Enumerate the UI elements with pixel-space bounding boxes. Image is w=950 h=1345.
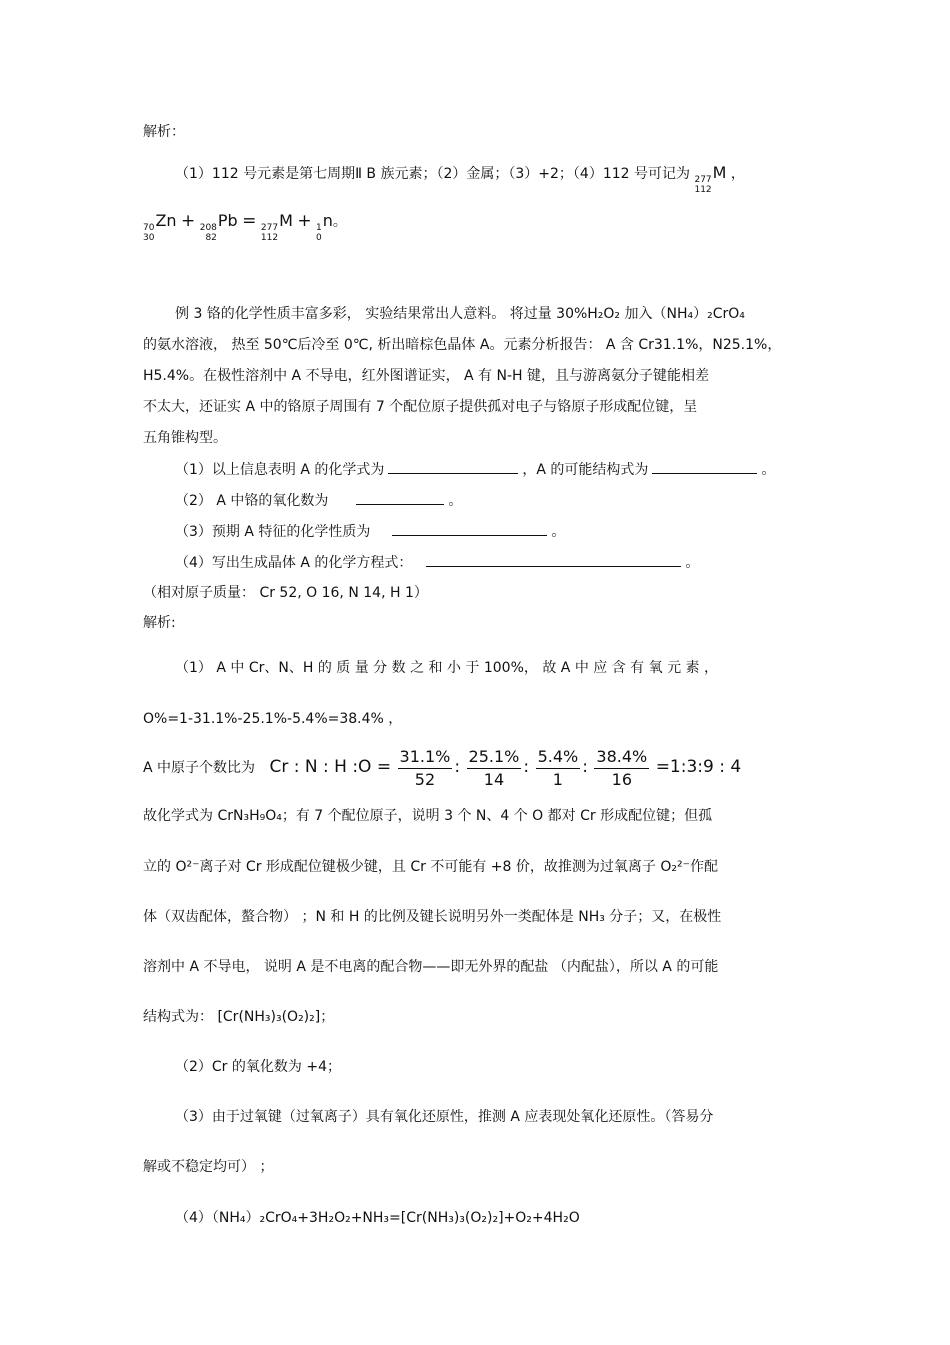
- question-2: （2） A 中铬的氧化数为 。: [175, 490, 462, 511]
- answer-4-equation: （4）（NH₄）₂CrO₄+3H₂O₂+NH₃=[Cr(NH₃)₃(O₂)₂]+O₂+4H₂O: [175, 1210, 580, 1226]
- analysis-line-5: 体（双齿配体，螯合物） ；N 和 H 的比例及键长说明另外一类配体是 NH₃ 分子；又，在极性: [143, 909, 722, 925]
- example-3-line-4: 不太大，还证实 A 中的铬原子周围有 7 个配位原子提供孤对电子与铬原子形成配位键，呈: [143, 399, 698, 415]
- blank-property[interactable]: [392, 521, 547, 536]
- nuclide-zn: 70 30 Zn: [143, 211, 177, 243]
- answer-text: （1）112 号元素是第七周期Ⅱ B 族元素；（2）金属；（3）+2；（4）112 号可记为: [175, 166, 691, 182]
- example-3-line-3: H5.4%。在极性溶剂中 A 不导电，红外图谱证实， A 有 N-H 键，且与游离氨分子键能相差: [143, 368, 709, 384]
- fraction-n: $\frac{25.1\%}{14}$: [468, 746, 520, 789]
- nuclide-pb: 208 82 Pb: [199, 211, 238, 243]
- nuclide-m: 277 112 M: [694, 163, 727, 195]
- answer-2: （2）Cr 的氧化数为 +4；: [175, 1059, 341, 1075]
- atom-ratio-line: A 中原子个数比为 Cr : N : H :O = $\frac{31.1\%}{52}$ : $\frac{25.1\%}{14}$ : $\frac{5.4\%}{1}$ : $\frac{38.4\%}{16}$ =1:3:9 : 4: [143, 746, 742, 789]
- relative-atomic-masses: （相对原子质量： Cr 52, O 16, N 14, H 1）: [143, 585, 428, 601]
- blank-structure[interactable]: [652, 459, 757, 474]
- analysis-heading-1: 解析：: [143, 124, 185, 140]
- blank-formula[interactable]: [388, 459, 518, 474]
- analysis-heading-2: 解析:: [143, 615, 176, 631]
- example-3-line-2: 的氨水溶液， 热至 50℃后冷至 0℃, 析出暗棕色晶体 A。元素分析报告： A 含 Cr31.1%，N25.1%，: [143, 337, 782, 353]
- example-3-line-1: 例 3 铬的化学性质丰富多彩， 实验结果常出人意料。 将过量 30%H₂O₂ 加入（NH₄）₂CrO₄: [175, 306, 745, 322]
- question-4: （4）写出生成晶体 A 的化学方程式： 。: [175, 552, 699, 573]
- analysis-line-7: 结构式为： [Cr(NH₃)₃(O₂)₂]；: [143, 1009, 335, 1025]
- nuclide-n: 1 0 n: [316, 211, 333, 243]
- example-3-line-5: 五角锥构型。: [143, 430, 227, 446]
- analysis-line-2: O%=1-31.1%-25.1%-5.4%=38.4% ，: [143, 711, 403, 727]
- blank-oxidation[interactable]: [356, 490, 444, 505]
- fraction-o: $\frac{38.4\%}{16}$: [596, 746, 648, 789]
- analysis-line-6: 溶剂中 A 不导电， 说明 A 是不电离的配合物——即无外界的配盐 （内配盐），所以 A 的可能: [143, 959, 719, 975]
- nuclear-equation: 70 30 Zn + 208 82 Pb = 277 112 M + 1 0 n。: [143, 211, 347, 243]
- fraction-cr: $\frac{31.1\%}{52}$: [399, 746, 451, 789]
- answer-line-1: （1）112 号元素是第七周期Ⅱ B 族元素；（2）金属；（3）+2；（4）112 号可记为 277 112 M ，: [175, 163, 745, 195]
- analysis-line-4: 立的 O²⁻离子对 Cr 形成配位键极少键，且 Cr 不可能有 +8 价，故推测为过氧离子 O₂²⁻作配: [143, 859, 718, 875]
- question-1: （1）以上信息表明 A 的化学式为 ，A 的可能结构式为 。: [175, 459, 775, 480]
- fraction-h: $\frac{5.4\%}{1}$: [537, 746, 579, 789]
- blank-equation[interactable]: [426, 552, 681, 567]
- analysis-line-3: 故化学式为 CrN₃H₉O₄；有 7 个配位原子，说明 3 个 N、4 个 O 都对 Cr 形成配位键；但孤: [143, 808, 713, 824]
- answer-3-line-2: 解或不稳定均可） ；: [143, 1159, 274, 1175]
- analysis-line-1: （1） A 中 Cr、N、H 的 质 量 分 数 之 和 小 于 100%， 故 A 中 应 含 有 氧 元 素 ，: [175, 660, 718, 676]
- answer-3-line-1: （3）由于过氧键（过氧离子）具有氧化还原性，推测 A 应表现处氧化还原性。（答易分: [175, 1109, 714, 1125]
- question-3: （3）预期 A 特征的化学性质为 。: [175, 521, 565, 542]
- nuclide-m-eq: 277 112 M: [260, 211, 293, 243]
